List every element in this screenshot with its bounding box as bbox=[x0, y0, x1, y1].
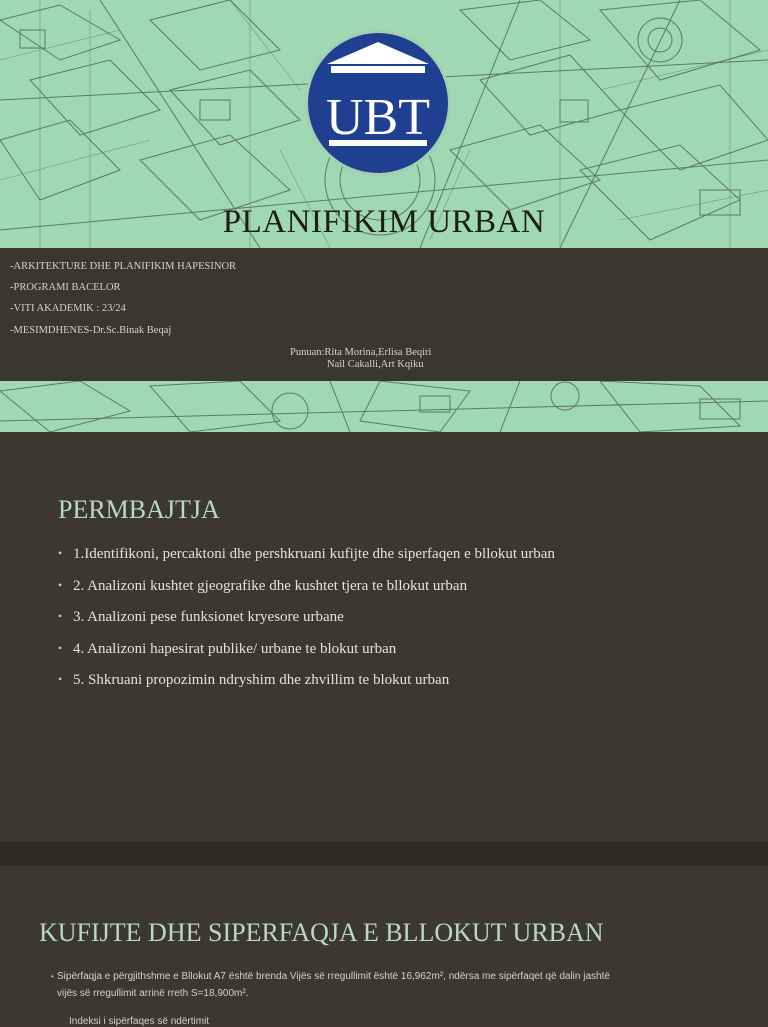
info-line-teacher: -MESIMDHENES-Dr.Sc.Binak Beqaj bbox=[10, 325, 172, 336]
boundaries-paragraph bbox=[51, 968, 617, 1002]
sketch-lines-bottom bbox=[0, 381, 768, 432]
list-item bbox=[58, 641, 555, 673]
boundaries-title: KUFIJTE DHE SIPERFAQJA E BLLOKUT URBAN bbox=[39, 918, 604, 947]
logo-text: UBT bbox=[326, 89, 430, 146]
bullet-icon: • bbox=[58, 640, 63, 655]
contents-list bbox=[58, 546, 555, 704]
list-item bbox=[58, 578, 555, 610]
ubt-logo bbox=[303, 28, 453, 178]
architecture-sketch-background-bottom bbox=[0, 381, 768, 432]
authors-line-2: Nail Cakalli,Art Kqiku bbox=[327, 359, 424, 370]
authors-line-1: Punuan:Rita Morina,Erlisa Beqiri bbox=[290, 347, 432, 358]
bullet-icon: • bbox=[58, 546, 63, 560]
info-line-program: -ARKITEKTURE DHE PLANIFIKIM HAPESINOR bbox=[10, 261, 237, 272]
list-item bbox=[58, 609, 555, 641]
list-item bbox=[58, 672, 555, 704]
info-line-year: -VITI AKADEMIK : 23/24 bbox=[10, 303, 126, 314]
contents-title: PERMBAJTJA bbox=[58, 495, 220, 524]
contents-slide bbox=[0, 432, 768, 842]
bullet-icon: • bbox=[58, 577, 63, 592]
bullet-icon: • bbox=[58, 609, 63, 624]
paragraph-text: Sipërfaqja e përgjithshme e Bllokut A7 është brenda Vijës së rregullimit është 16,962m², ndërsa me sipërfaqet që dalin jashtë vijës së rregullimit arrinë rreth S=18,900m². bbox=[57, 971, 610, 999]
list-item-text: 3. Analizoni pese funksionet kryesore urbane bbox=[73, 609, 344, 626]
presentation-title: PLANIFIKIM URBAN bbox=[222, 204, 546, 240]
list-item-text: 5. Shkruani propozimin ndryshim dhe zhvillim te blokut urban bbox=[73, 672, 450, 689]
list-item-text: 4. Analizoni hapesirat publike/ urbane te blokut urban bbox=[73, 640, 397, 657]
title-slide bbox=[0, 0, 768, 432]
boundaries-slide bbox=[0, 866, 768, 1027]
info-line-level: -PROGRAMI BACELOR bbox=[10, 282, 121, 293]
authors bbox=[290, 347, 431, 371]
bullet-icon: • bbox=[51, 972, 54, 981]
list-item-text: 2. Analizoni kushtet gjeografike dhe kushtet tjera te bllokut urban bbox=[73, 577, 468, 594]
slide-separator bbox=[0, 842, 768, 866]
bullet-icon: • bbox=[58, 672, 63, 687]
list-item-text: 1.Identifikoni, percaktoni dhe pershkruani kufijte dhe siperfaqen e bllokut urban bbox=[73, 546, 555, 562]
boundaries-partial-text: Indeksi i sipërfaqes së ndërtimit bbox=[69, 1016, 210, 1027]
list-item bbox=[58, 546, 555, 578]
